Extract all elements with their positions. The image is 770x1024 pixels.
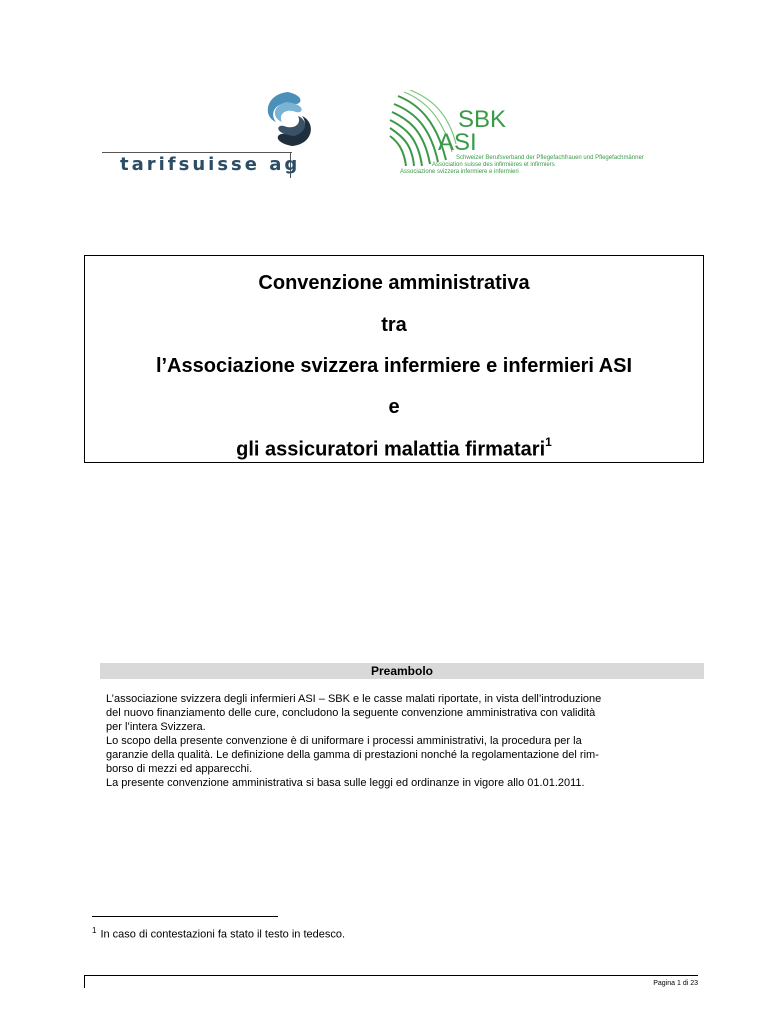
footnote-separator xyxy=(92,916,278,917)
tarifsuisse-logo-text: tarifsuisse ag xyxy=(120,154,301,175)
preamble-heading: Preambolo xyxy=(100,663,704,679)
preamble-line: borso di mezzi ed apparecchi. xyxy=(106,763,253,775)
sbk-subtitle-line: Schweizer Berufsverband der Pflegefachfrauen und Pflegefachmänner xyxy=(456,155,644,161)
title-line-3: l’Associazione svizzera infermiere e infermieri ASI xyxy=(155,355,633,377)
preamble-line: Lo scopo della presente convenzione è di uniformare i processi amministrativi, la procedura per la xyxy=(106,735,582,747)
title-box xyxy=(84,255,704,463)
title-footnote-marker[interactable]: 1 xyxy=(545,435,552,449)
title-line-1: Convenzione amministrativa xyxy=(258,272,530,294)
title-line-5 xyxy=(85,432,703,462)
sbk-logo-text: SBK xyxy=(458,106,507,133)
preamble-line: La presente convenzione amministrativa si basa sulle leggi ed ordinanze in vigore allo 01.01.2011. xyxy=(106,777,585,789)
tarifsuisse-logo-swirl-icon xyxy=(258,88,318,150)
title-line-4: e xyxy=(388,396,400,418)
footer-rule-tick xyxy=(84,975,85,988)
footnote xyxy=(92,924,345,942)
asi-logo-text: ASI xyxy=(438,129,477,156)
page-number: Pagina 1 di 23 xyxy=(653,980,698,987)
tarifsuisse-logo-rule xyxy=(102,152,292,153)
sbk-subtitle-line: Association suisse des infirmières et infirmiers xyxy=(432,162,555,168)
preamble-line: L’associazione svizzera degli infermieri ASI – SBK e le casse malati riportate, in vista dell’introduzione xyxy=(106,693,602,705)
preamble-line: del nuovo finanziamento delle cure, concludono la seguente convenzione amministrativa con validità xyxy=(106,707,596,719)
footnote-marker: 1 xyxy=(92,926,97,935)
sbk-subtitle-line: Associazione svizzera infermiere e infermieri xyxy=(400,169,519,175)
sbk-logo-subtitle xyxy=(400,155,644,176)
preamble-line: per l’intera Svizzera. xyxy=(106,721,206,733)
footnote-text: In caso di contestazioni fa stato il testo in tedesco. xyxy=(100,928,346,941)
footer-rule xyxy=(84,975,698,976)
title-line-5-text: gli assicuratori malattia firmatari xyxy=(236,438,546,461)
preamble-body xyxy=(106,692,706,790)
title-line-2: tra xyxy=(381,314,407,336)
preamble-line: garanzie della qualità. Le definizione della gamma di prestazioni nonché la regolamentazione del rim- xyxy=(106,749,599,761)
